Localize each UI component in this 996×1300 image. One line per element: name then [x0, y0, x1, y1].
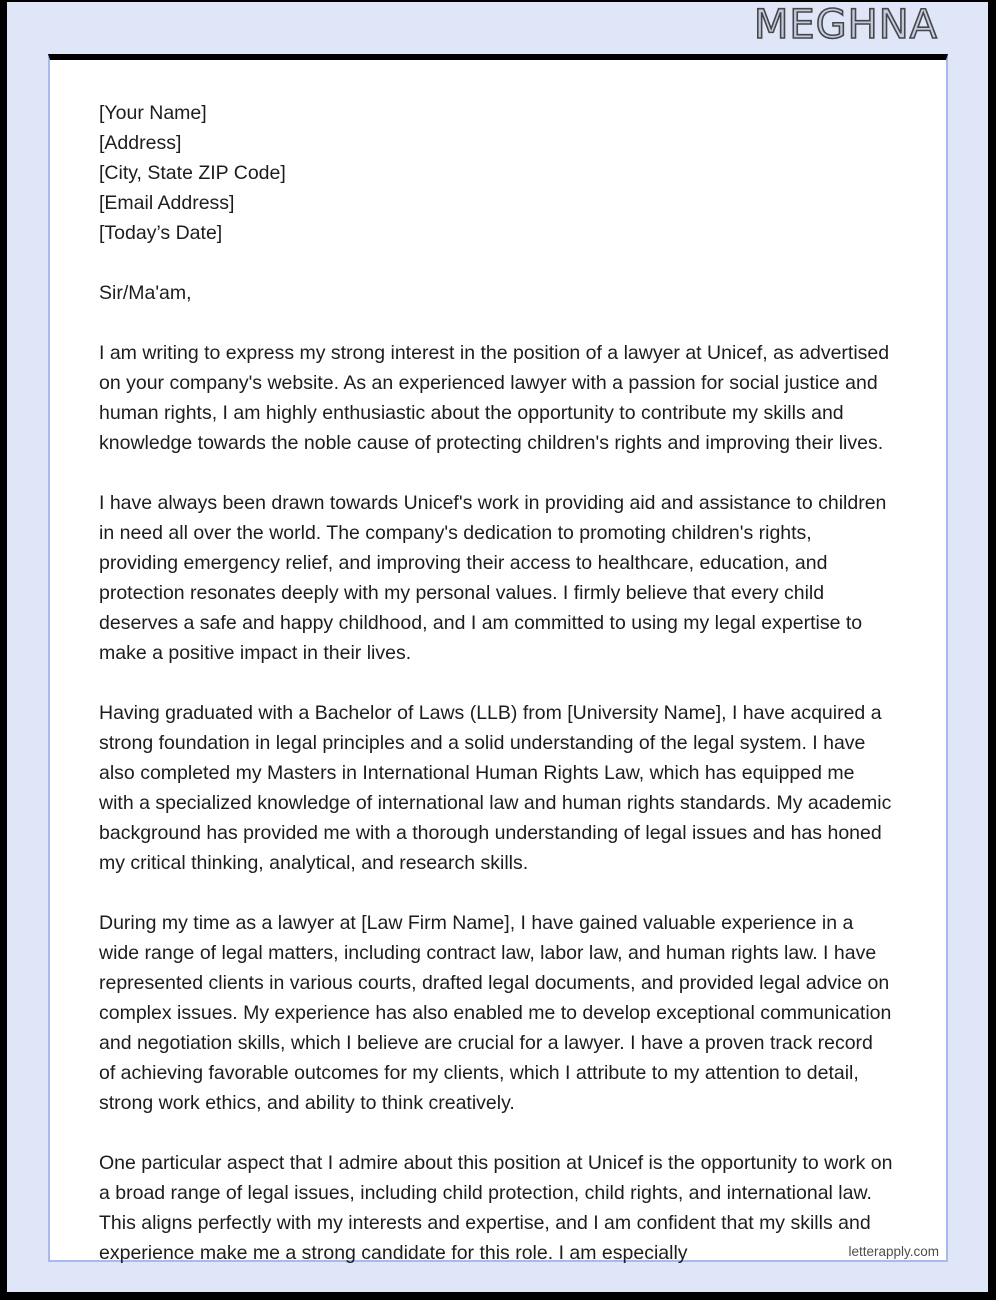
paragraph-role-fit: One particular aspect that I admire about this position at Unicef is the opportunity to work on a broad range of legal issues, including child protection, child rights, and international law. This aligns perfectly with my interests and expertise, and I am confident that my skills and experience make me a strong candidate for this role. I am especially: [99, 1152, 893, 1264]
paragraph-motivation: I have always been drawn towards Unicef's work in providing aid and assistance to children in need all over the world. The company's dedication to promoting children's rights, providing emergency relief, and improving their access to healthcare, education, and protection resonates deeply with my personal values. I firmly believe that every child deserves a safe and happy childhood, and I am committed to using my legal expertise to make a positive impact in their lives.: [99, 492, 887, 664]
sender-name-line: [Your Name]: [99, 102, 207, 124]
paragraph-experience: During my time as a lawyer at [Law Firm Name], I have gained valuable experience in a wide range of legal matters, including contract law, labor law, and human rights law. I have represented clients in various courts, drafted legal documents, and provided legal advice on complex issues. My experience has also enabled me to develop exceptional communication and negotiation skills, which I believe are crucial for a lawyer. I have a proven track record of achieving favorable outcomes for my clients, which I attribute to my attention to detail, strong work ethics, and ability to think creatively.: [99, 912, 892, 1114]
brand-title: MEGHNA: [753, 2, 938, 48]
sender-address-line: [Address]: [99, 132, 182, 154]
salutation: Sir/Ma'am,: [99, 282, 192, 304]
sender-city-line: [City, State ZIP Code]: [99, 162, 286, 184]
sender-date-line: [Today’s Date]: [99, 222, 223, 244]
paragraph-education: Having graduated with a Bachelor of Laws (LLB) from [University Name], I have acquired a strong foundation in legal principles and a solid understanding of the legal system. I have also completed my Masters in International Human Rights Law, which has equipped me with a specialized knowledge of international law and human rights standards. My academic background has provided me with a thorough understanding of legal issues and has honed my critical thinking, analytical, and research skills.: [99, 702, 892, 874]
sender-block: [99, 98, 893, 248]
sender-email-line: [Email Address]: [99, 192, 235, 214]
cover-letter-body: [99, 98, 893, 1268]
paragraph-intro: I am writing to express my strong interest in the position of a lawyer at Unicef, as advertised on your company's website. As an experienced lawyer with a passion for social justice and human rights, I am highly enthusiastic about the opportunity to contribute my skills and knowledge towards the noble cause of protecting children's rights and improving their lives.: [99, 342, 890, 454]
watermark-site-url: letterapply.com: [848, 1244, 939, 1259]
